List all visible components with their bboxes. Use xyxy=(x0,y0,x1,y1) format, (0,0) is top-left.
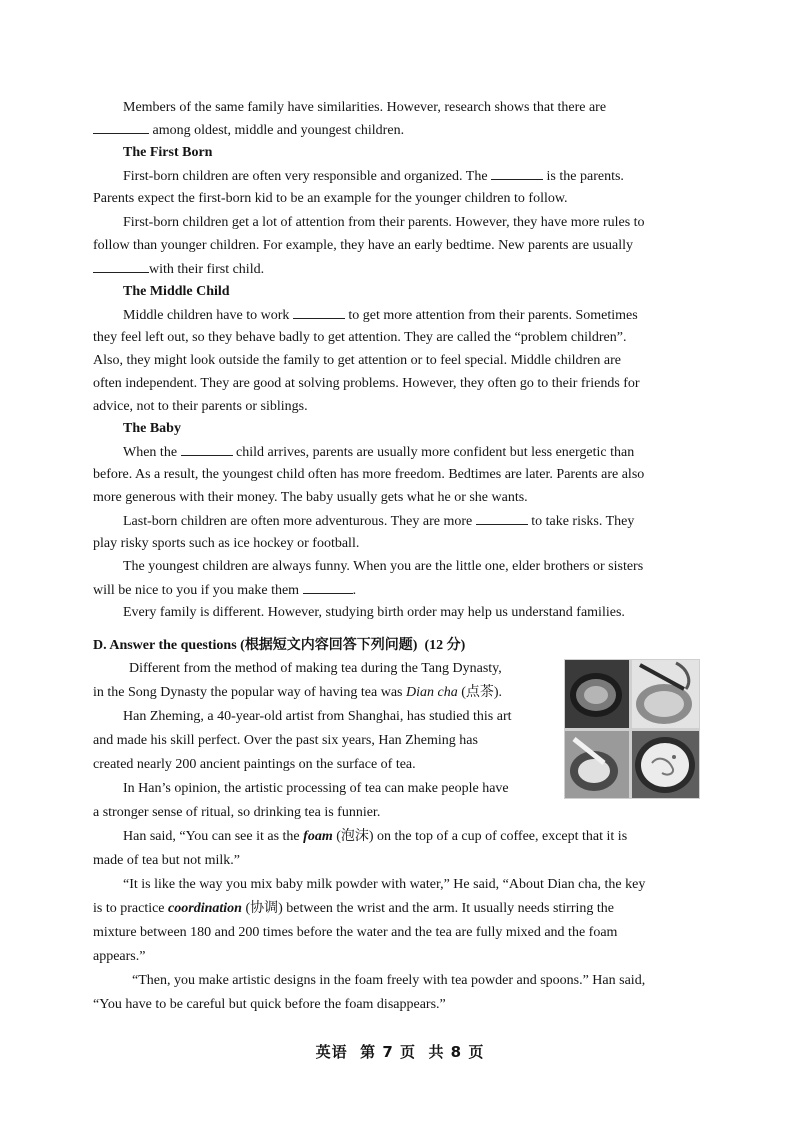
d-p6-line-2: “You have to be careful but quick before the foam disappears.” xyxy=(93,997,446,1012)
photo-panel-spoon-bottom-left xyxy=(565,731,629,798)
d-p1-line-1: Different from the method of making tea during the Tang Dynasty, xyxy=(129,661,502,676)
answer-blank[interactable] xyxy=(181,443,233,456)
intro-line-1: Members of the same family have similarities. However, research shows that there are xyxy=(123,100,607,115)
d-p2-line-3: created nearly 200 ancient paintings on the surface of tea. xyxy=(93,757,416,772)
d-p1-line-2: in the Song Dynasty the popular way of having tea was Dian cha (点茶). xyxy=(93,685,503,700)
answer-blank[interactable] xyxy=(93,121,149,134)
first-born-heading: The First Born xyxy=(123,145,213,160)
baby-p1-line-1: When the child arrives, parents are usually more confident but less energetic than xyxy=(123,445,635,460)
d-p5-line-1: “It is like the way you mix baby milk powder with water,” He said, “About Dian cha, the key xyxy=(123,877,646,892)
answer-blank[interactable] xyxy=(491,167,543,180)
baby-heading: The Baby xyxy=(123,421,181,436)
first-born-p1-line-2: Parents expect the first-born kid to be an example for the younger children to follow. xyxy=(93,191,568,206)
photo-panel-whisk-top-right xyxy=(632,660,699,728)
d-p3-line-1: In Han’s opinion, the artistic processing of tea can make people have xyxy=(123,781,509,796)
dian-cha-photo-collage xyxy=(564,659,700,799)
middle-child-line-2: they feel left out, so they behave badly to get attention. They are called the “problem children”. xyxy=(93,330,627,345)
middle-child-line-5: advice, not to their parents or siblings. xyxy=(93,399,308,414)
d-p5-line-3: mixture between 180 and 200 times before the water and the tea are fully mixed and the foam xyxy=(93,925,618,940)
intro-line-2: among oldest, middle and youngest children. xyxy=(93,121,404,140)
d-p2-line-2: and made his skill perfect. Over the past six years, Han Zheming has xyxy=(93,733,478,748)
d-p5-line-4: appears.” xyxy=(93,949,146,964)
baby-p3-line-1: The youngest children are always funny. When you are the little one, elder brothers or sisters xyxy=(123,559,644,574)
page-footer: 英语 第 7 页 共 8 页 xyxy=(315,1043,485,1061)
baby-p1-line-2: before. As a result, the youngest child often has more freedom. Bedtimes are later. Parents are also xyxy=(93,467,645,482)
photo-panel-foam-art-bottom-right xyxy=(632,731,699,798)
d-p2-line-1: Han Zheming, a 40-year-old artist from Shanghai, has studied this art xyxy=(123,709,512,724)
baby-p2-line-1: Last-born children are often more adventurous. They are more to take risks. They xyxy=(123,514,635,529)
d-p4-line-2: made of tea but not milk.” xyxy=(93,853,240,868)
section-d-heading: D. Answer the questions (根据短文内容回答下列问题) (12 分) xyxy=(93,638,466,653)
answer-blank[interactable] xyxy=(303,581,353,594)
answer-blank[interactable] xyxy=(476,512,528,525)
baby-p1-line-3: more generous with their money. The baby usually gets what he or she wants. xyxy=(93,490,528,505)
photo-panel-bowl-top-left xyxy=(565,660,629,728)
d-p5-line-2: is to practice coordination (协调) between the wrist and the arm. It usually needs stirring the xyxy=(93,901,615,916)
first-born-p1-line-1: First-born children are often very responsible and organized. The is the parents. xyxy=(123,169,624,184)
middle-child-line-1: Middle children have to work to get more attention from their parents. Sometimes xyxy=(123,308,638,323)
d-p4-line-1: Han said, “You can see it as the foam (泡沫) on the top of a cup of coffee, except that it is xyxy=(123,829,628,844)
answer-blank[interactable] xyxy=(293,306,345,319)
baby-p2-line-2: play risky sports such as ice hockey or football. xyxy=(93,536,360,551)
first-born-p2-line-2: follow than younger children. For example, they have an early bedtime. New parents are usually xyxy=(93,238,633,253)
d-p3-line-2: a stronger sense of ritual, so drinking tea is funnier. xyxy=(93,805,381,820)
baby-p3-line-2: will be nice to you if you make them . xyxy=(93,583,357,598)
first-born-p2-line-1: First-born children get a lot of attention from their parents. However, they have more rules to xyxy=(123,215,645,230)
answer-blank[interactable] xyxy=(93,260,149,273)
middle-child-line-3: Also, they might look outside the family to get attention or to feel special. Middle children are xyxy=(93,353,621,368)
middle-child-heading: The Middle Child xyxy=(123,284,230,299)
closing-line: Every family is different. However, studying birth order may help us understand families. xyxy=(123,605,625,620)
middle-child-line-4: often independent. They are good at solving problems. However, they often go to their friends for xyxy=(93,376,640,391)
d-p6-line-1: “Then, you make artistic designs in the foam freely with tea powder and spoons.” Han said, xyxy=(132,973,646,988)
first-born-p2-line-3: with their first child. xyxy=(93,260,264,279)
